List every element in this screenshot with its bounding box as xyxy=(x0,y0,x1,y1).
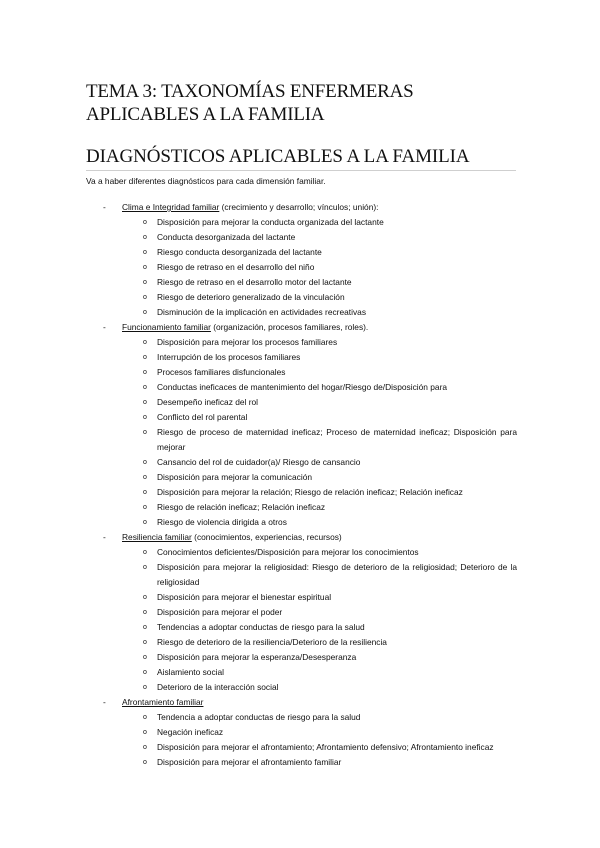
document-title: TEMA 3: TAXONOMÍAS ENFERMERAS APLICABLES A LA FAMILIA xyxy=(86,81,414,125)
diagnosis-text: Interrupción de los procesos familiares xyxy=(157,352,301,362)
diagnosis-item xyxy=(0,545,600,560)
diagnosis-text: Disposición para mejorar la comunicación xyxy=(157,472,313,482)
dimension-description: (conocimientos, experiencias, recursos) xyxy=(191,532,342,542)
diagnosis-item xyxy=(0,230,600,245)
bullet-marker: o xyxy=(143,654,147,661)
dash-marker: - xyxy=(103,532,106,542)
diagnosis-text: Riesgo conducta desorganizada del lactante xyxy=(157,247,322,257)
diagnosis-item xyxy=(0,470,600,485)
diagnosis-text: Disposición para mejorar el bienestar espiritual xyxy=(157,592,332,602)
bullet-marker: o xyxy=(143,624,147,631)
diagnosis-item xyxy=(0,740,600,755)
diagnosis-item xyxy=(0,605,600,620)
bullet-marker: o xyxy=(143,564,147,571)
dimension-header-text xyxy=(122,530,342,545)
diagnosis-text: Disposición para mejorar el afrontamiento familiar xyxy=(157,757,342,767)
dimension-description: (organización, procesos familiares, roles). xyxy=(210,322,369,332)
bullet-marker: o xyxy=(143,339,147,346)
diagnosis-item xyxy=(0,635,600,650)
diagnosis-item xyxy=(0,650,600,665)
diagnosis-item xyxy=(0,305,600,320)
diagnosis-text: Disposición para mejorar el poder xyxy=(157,607,283,617)
bullet-marker: o xyxy=(143,234,147,241)
diagnosis-text: Conocimientos deficientes/Disposición para mejorar los conocimientos xyxy=(157,547,419,557)
dimension-section xyxy=(0,320,600,530)
bullet-marker: o xyxy=(143,384,147,391)
bullet-marker: o xyxy=(143,399,147,406)
diagnosis-text: Procesos familiares disfuncionales xyxy=(157,367,286,377)
bullet-marker: o xyxy=(143,519,147,526)
bullet-marker: o xyxy=(143,549,147,556)
diagnosis-text: Riesgo de violencia dirigida a otros xyxy=(157,517,287,527)
diagnosis-item xyxy=(0,680,600,695)
dimension-title: Afrontamiento familiar xyxy=(122,697,204,707)
diagnosis-text: Tendencia a adoptar conductas de riesgo para la salud xyxy=(157,712,361,722)
diagnosis-text: Disminución de la implicación en actividades recreativas xyxy=(157,307,367,317)
bullet-marker: o xyxy=(143,249,147,256)
bullet-marker: o xyxy=(143,414,147,421)
diagnosis-text: Riesgo de deterioro de la resiliencia/Deterioro de la resiliencia xyxy=(157,637,387,647)
bullet-marker: o xyxy=(143,639,147,646)
diagnosis-text: Disposición para mejorar el afrontamiento; Afrontamiento defensivo; Afrontamiento ineficaz xyxy=(157,742,494,752)
diagnosis-item xyxy=(0,755,600,770)
section-heading: DIAGNÓSTICOS APLICABLES A LA FAMILIA xyxy=(86,146,516,171)
diagnosis-item xyxy=(0,395,600,410)
diagnosis-text: Conducta desorganizada del lactante xyxy=(157,232,296,242)
diagnosis-text: Conflicto del rol parental xyxy=(157,412,248,422)
dimension-header xyxy=(0,530,600,545)
diagnosis-item xyxy=(0,560,600,590)
bullet-marker: o xyxy=(143,489,147,496)
diagnosis-item xyxy=(0,620,600,635)
bullet-marker: o xyxy=(143,264,147,271)
diagnosis-text: Riesgo de retraso en el desarrollo del niño xyxy=(157,262,315,272)
diagnosis-text: Negación ineficaz xyxy=(157,727,224,737)
diagnosis-item xyxy=(0,710,600,725)
dash-marker: - xyxy=(103,697,106,707)
bullet-marker: o xyxy=(143,744,147,751)
dimension-title: Resiliencia familiar xyxy=(122,532,192,542)
diagnosis-text: Aislamiento social xyxy=(157,667,225,677)
dimension-header-text xyxy=(122,320,368,335)
diagnosis-text: Riesgo de retraso en el desarrollo motor del lactante xyxy=(157,277,352,287)
diagnosis-text: Cansancio del rol de cuidador(a)/ Riesgo de cansancio xyxy=(157,457,361,467)
bullet-marker: o xyxy=(143,309,147,316)
diagnosis-text: Riesgo de proceso de maternidad ineficaz; Proceso de maternidad ineficaz; Disposición para mejorar xyxy=(157,427,517,452)
dimension-section xyxy=(0,695,600,770)
diagnosis-text: Desempeño ineficaz del rol xyxy=(157,397,259,407)
bullet-marker: o xyxy=(143,369,147,376)
bullet-marker: o xyxy=(143,354,147,361)
diagnosis-text: Conductas ineficaces de mantenimiento del hogar/Riesgo de/Disposición para xyxy=(157,382,448,392)
diagnosis-item xyxy=(0,365,600,380)
dimension-header-text xyxy=(122,200,379,215)
dimension-title: Funcionamiento familiar xyxy=(122,322,211,332)
bullet-marker: o xyxy=(143,609,147,616)
dimension-section xyxy=(0,200,600,320)
dash-marker: - xyxy=(103,202,106,212)
dimension-title: Clima e Integridad familiar xyxy=(122,202,220,212)
diagnosis-item xyxy=(0,500,600,515)
bullet-marker: o xyxy=(143,294,147,301)
diagnosis-text: Disposición para mejorar la esperanza/Desesperanza xyxy=(157,652,357,662)
diagnosis-item xyxy=(0,485,600,500)
diagnosis-item xyxy=(0,410,600,425)
dimension-header-text xyxy=(122,695,203,710)
bullet-marker: o xyxy=(143,279,147,286)
diagnosis-text: Disposición para mejorar la conducta organizada del lactante xyxy=(157,217,384,227)
bullet-marker: o xyxy=(143,684,147,691)
diagnosis-item xyxy=(0,335,600,350)
diagnosis-text: Disposición para mejorar los procesos familiares xyxy=(157,337,338,347)
diagnosis-text: Riesgo de deterioro generalizado de la vinculación xyxy=(157,292,345,302)
diagnosis-item xyxy=(0,725,600,740)
diagnosis-text: Deterioro de la interacción social xyxy=(157,682,279,692)
diagnosis-item xyxy=(0,425,600,455)
diagnosis-item xyxy=(0,215,600,230)
dimension-section xyxy=(0,530,600,695)
bullet-marker: o xyxy=(143,714,147,721)
bullet-marker: o xyxy=(143,504,147,511)
dimension-header xyxy=(0,320,600,335)
diagnosis-text: Riesgo de relación ineficaz; Relación ineficaz xyxy=(157,502,326,512)
bullet-marker: o xyxy=(143,729,147,736)
bullet-marker: o xyxy=(143,759,147,766)
dimension-description: (crecimiento y desarrollo; vínculos; unión): xyxy=(219,202,379,212)
intro-paragraph: Va a haber diferentes diagnósticos para cada dimensión familiar. xyxy=(86,176,326,186)
dimension-header xyxy=(0,695,600,710)
dimension-header xyxy=(0,200,600,215)
diagnosis-item xyxy=(0,665,600,680)
diagnosis-text: Disposición para mejorar la religiosidad: Riesgo de deterioro de la religiosidad; Deterioro de la religiosidad xyxy=(157,562,517,587)
diagnosis-item xyxy=(0,290,600,305)
bullet-marker: o xyxy=(143,669,147,676)
dimension-list xyxy=(0,200,600,770)
bullet-marker: o xyxy=(143,429,147,436)
diagnosis-text: Tendencias a adoptar conductas de riesgo para la salud xyxy=(157,622,365,632)
dash-marker: - xyxy=(103,322,106,332)
diagnosis-item xyxy=(0,515,600,530)
diagnosis-item xyxy=(0,245,600,260)
bullet-marker: o xyxy=(143,219,147,226)
diagnosis-item xyxy=(0,590,600,605)
diagnosis-item xyxy=(0,350,600,365)
bullet-marker: o xyxy=(143,594,147,601)
bullet-marker: o xyxy=(143,474,147,481)
diagnosis-item xyxy=(0,455,600,470)
diagnosis-item xyxy=(0,380,600,395)
diagnosis-text: Disposición para mejorar la relación; Riesgo de relación ineficaz; Relación ineficaz xyxy=(157,487,463,497)
bullet-marker: o xyxy=(143,459,147,466)
diagnosis-item xyxy=(0,275,600,290)
diagnosis-item xyxy=(0,260,600,275)
